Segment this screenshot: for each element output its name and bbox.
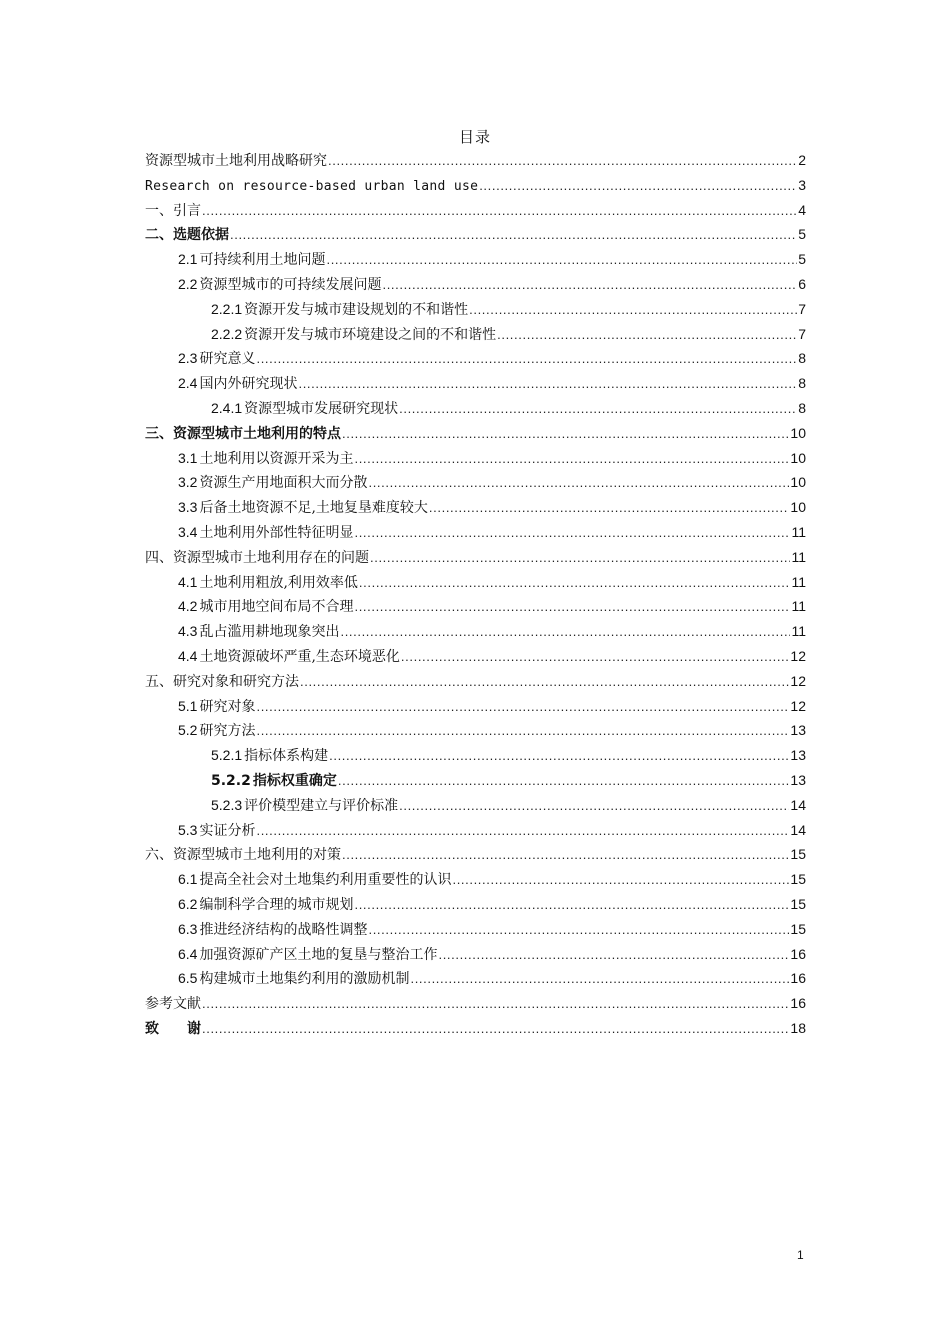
toc-leader-dots <box>382 273 797 298</box>
toc-leader-dots <box>354 447 789 472</box>
toc-entry-page: 15 <box>790 846 806 863</box>
toc-entry-number: 6.2 <box>178 895 198 912</box>
toc-entry-label: 三、资源型城市土地利用的特点 <box>145 425 341 442</box>
toc-entry-label: 资源型城市的可持续发展问题 <box>199 276 382 293</box>
toc-entry[interactable] <box>145 1016 806 1041</box>
toc-entry[interactable] <box>145 495 806 520</box>
toc-entry-page: 7 <box>798 325 806 342</box>
toc-entry-label: 乱占滥用耕地现象突出 <box>199 624 340 641</box>
toc-entry[interactable] <box>145 867 806 892</box>
toc-entry-label: 土地利用粗放,利用效率低 <box>199 574 358 591</box>
toc-entry-label: 土地资源破坏严重,生态环境恶化 <box>199 648 400 665</box>
toc-entry[interactable] <box>145 842 806 867</box>
toc-entry[interactable] <box>145 173 806 198</box>
toc-entry-page: 13 <box>790 747 806 764</box>
toc-entry-page: 11 <box>791 573 806 590</box>
toc-entry-page: 8 <box>798 350 806 367</box>
toc-entry[interactable] <box>145 222 806 247</box>
toc-entry[interactable] <box>145 396 806 421</box>
toc-entry-page: 10 <box>790 424 806 441</box>
toc-entry[interactable] <box>145 470 806 495</box>
toc-entry-number: 5.2 <box>178 722 198 739</box>
toc-entry-label: 土地利用外部性特征明显 <box>199 524 354 541</box>
toc-leader-dots <box>256 719 789 744</box>
toc-entry-label: 指标权重确定 <box>252 772 337 789</box>
toc-entry-number: 6.5 <box>178 970 198 987</box>
toc-leader-dots <box>354 595 790 620</box>
toc-entry-page: 8 <box>798 399 806 416</box>
toc-entry-number: 6.1 <box>178 871 198 888</box>
toc-entry[interactable] <box>145 594 806 619</box>
toc-entry-page: 4 <box>798 201 806 218</box>
toc-entry-label: 国内外研究现状 <box>199 376 298 393</box>
page-title: 目录 <box>458 128 491 146</box>
toc-leader-dots <box>256 695 789 720</box>
toc-entry-label: 评价模型建立与评价标准 <box>244 797 399 814</box>
toc-entry-label: 六、资源型城市土地利用的对策 <box>145 847 341 864</box>
toc-entry[interactable] <box>145 718 806 743</box>
toc-entry-page: 18 <box>790 1019 806 1036</box>
toc-leader-dots <box>202 199 797 224</box>
toc-entry-page: 11 <box>791 523 806 540</box>
toc-leader-dots <box>368 918 789 943</box>
toc-entry-label: 四、资源型城市土地利用存在的问题 <box>145 549 369 566</box>
toc-entry-number: 3.1 <box>178 449 198 466</box>
toc-entry-number: 2.2.2 <box>211 325 243 342</box>
toc-entry-label: 致 谢 <box>145 1020 201 1037</box>
toc-leader-dots <box>399 794 789 819</box>
table-of-contents <box>145 148 806 1041</box>
toc-entry[interactable] <box>145 743 806 768</box>
toc-entry-label: 可持续利用土地问题 <box>199 252 326 269</box>
toc-leader-dots <box>354 893 789 918</box>
toc-leader-dots <box>230 223 797 248</box>
toc-entry-page: 5 <box>798 226 806 243</box>
toc-entry[interactable] <box>145 371 806 396</box>
toc-entry[interactable] <box>145 694 806 719</box>
toc-entry[interactable] <box>145 793 806 818</box>
toc-leader-dots <box>342 843 789 868</box>
toc-entry-number: 2.2.1 <box>211 300 243 317</box>
toc-leader-dots <box>370 546 790 571</box>
toc-leader-dots <box>329 744 789 769</box>
toc-entry-page: 6 <box>798 275 806 292</box>
toc-leader-dots <box>438 943 789 968</box>
toc-leader-dots <box>338 769 790 794</box>
toc-entry-label: 构建城市土地集约利用的激励机制 <box>199 971 410 988</box>
toc-entry-label: 参考文献 <box>145 996 201 1013</box>
toc-leader-dots <box>354 521 790 546</box>
toc-entry-label: 五、研究对象和研究方法 <box>145 673 299 690</box>
toc-entry[interactable] <box>145 768 806 793</box>
toc-entry-number: 5.2.3 <box>211 796 243 813</box>
toc-entry-page: 13 <box>790 722 806 739</box>
toc-entry-label: 编制科学合理的城市规划 <box>199 896 354 913</box>
toc-entry-page: 14 <box>790 796 806 813</box>
toc-entry-page: 12 <box>790 697 806 714</box>
toc-entry[interactable] <box>145 421 806 446</box>
toc-leader-dots <box>401 645 790 670</box>
toc-entry-page: 15 <box>790 920 806 937</box>
toc-entry-label: 土地利用以资源开采为主 <box>199 450 354 467</box>
toc-entry-label: 二、选题依据 <box>145 227 229 244</box>
toc-entry-number: 2.4.1 <box>211 399 243 416</box>
toc-entry[interactable] <box>145 892 806 917</box>
toc-entry-page: 5 <box>798 251 806 268</box>
toc-entry-number: 5.3 <box>178 821 198 838</box>
toc-leader-dots <box>202 992 789 1017</box>
toc-entry[interactable] <box>145 322 806 347</box>
toc-entry[interactable] <box>145 545 806 570</box>
toc-entry-number: 2.4 <box>178 375 198 392</box>
toc-entry-page: 12 <box>790 647 806 664</box>
toc-entry[interactable] <box>145 669 806 694</box>
toc-entry-label: 资源型城市土地利用战略研究 <box>145 153 327 169</box>
toc-entry-label: 资源生产用地面积大而分散 <box>199 475 368 492</box>
toc-entry-label: 提高全社会对土地集约利用重要性的认识 <box>199 872 452 889</box>
toc-entry-page: 2 <box>798 152 806 168</box>
toc-entry-page: 11 <box>791 598 806 615</box>
toc-entry[interactable] <box>145 644 806 669</box>
toc-entry-label: 推进经济结构的战略性调整 <box>199 921 368 938</box>
toc-leader-dots <box>469 298 797 323</box>
toc-entry-page: 7 <box>798 300 806 317</box>
toc-entry-label: 指标体系构建 <box>244 748 329 765</box>
toc-entry-label: 研究方法 <box>199 723 256 740</box>
toc-entry[interactable] <box>145 966 806 991</box>
toc-entry-number: 6.3 <box>178 920 198 937</box>
toc-entry-number: 5.1 <box>178 697 198 714</box>
toc-entry-number: 4.4 <box>178 647 198 664</box>
toc-leader-dots <box>497 323 797 348</box>
toc-entry-page: 16 <box>790 945 806 962</box>
toc-leader-dots <box>256 347 797 372</box>
toc-entry-page: 16 <box>790 970 806 987</box>
toc-leader-dots <box>479 174 797 199</box>
toc-entry[interactable] <box>145 297 806 322</box>
toc-leader-dots <box>202 1017 789 1042</box>
toc-leader-dots <box>359 571 791 596</box>
toc-entry-page: 8 <box>798 375 806 392</box>
toc-leader-dots <box>410 967 789 992</box>
toc-entry-label: 研究对象 <box>199 698 256 715</box>
toc-entry-number: 3.4 <box>178 523 198 540</box>
toc-entry-label: 加强资源矿产区土地的复垦与整治工作 <box>199 946 438 963</box>
toc-leader-dots <box>326 248 797 273</box>
toc-entry[interactable] <box>145 818 806 843</box>
toc-leader-dots <box>340 620 790 645</box>
toc-entry-number: 2.1 <box>178 251 198 268</box>
toc-entry-label: 资源开发与城市环境建设之间的不和谐性 <box>244 326 497 343</box>
toc-entry-number: 5.2.1 <box>211 747 243 764</box>
toc-leader-dots <box>298 372 797 397</box>
toc-entry-number: 3.2 <box>178 474 198 491</box>
toc-entry-label: 后备土地资源不足,土地复垦难度较大 <box>199 500 428 517</box>
toc-leader-dots <box>399 397 797 422</box>
toc-entry[interactable] <box>145 272 806 297</box>
toc-entry-label: 城市用地空间布局不合理 <box>199 599 354 616</box>
toc-entry[interactable] <box>145 247 806 272</box>
toc-entry-page: 16 <box>790 995 806 1012</box>
toc-entry-number: 5.2.2 <box>211 772 251 789</box>
toc-entry-page: 10 <box>790 449 806 466</box>
toc-entry-label: 资源型城市发展研究现状 <box>244 400 399 417</box>
toc-entry-label: 实证分析 <box>199 822 256 839</box>
toc-entry[interactable] <box>145 446 806 471</box>
toc-entry-number: 3.3 <box>178 499 198 516</box>
toc-entry-page: 15 <box>790 871 806 888</box>
page-number: 1 <box>797 1248 804 1262</box>
toc-entry-page: 10 <box>790 499 806 516</box>
toc-entry-number: 2.3 <box>178 350 198 367</box>
toc-leader-dots <box>452 868 789 893</box>
toc-leader-dots <box>328 149 797 174</box>
toc-entry[interactable] <box>145 917 806 942</box>
toc-entry-label: 资源开发与城市建设规划的不和谐性 <box>244 301 469 318</box>
toc-entry-number: 6.4 <box>178 945 198 962</box>
toc-leader-dots <box>256 819 789 844</box>
toc-entry[interactable] <box>145 520 806 545</box>
toc-leader-dots <box>300 670 789 695</box>
toc-entry-page: 14 <box>790 821 806 838</box>
toc-entry[interactable] <box>145 619 806 644</box>
toc-entry-page: 15 <box>790 895 806 912</box>
toc-entry[interactable] <box>145 346 806 371</box>
toc-entry-label: 一、引言 <box>145 202 201 219</box>
toc-entry-page: 10 <box>790 474 806 491</box>
toc-entry-page: 11 <box>791 548 806 565</box>
toc-entry-page: 3 <box>798 176 806 193</box>
toc-entry-number: 4.1 <box>178 573 198 590</box>
toc-entry-page: 11 <box>791 623 806 640</box>
toc-entry[interactable] <box>145 991 806 1016</box>
toc-entry-number: 4.3 <box>178 623 198 640</box>
toc-leader-dots <box>342 422 789 447</box>
toc-leader-dots <box>368 471 789 496</box>
toc-entry-number: 2.2 <box>178 275 198 292</box>
toc-entry-number: 4.2 <box>178 598 198 615</box>
toc-entry[interactable] <box>145 198 806 223</box>
toc-entry[interactable] <box>145 148 806 173</box>
toc-entry-page: 13 <box>790 771 806 788</box>
toc-leader-dots <box>429 496 790 521</box>
toc-entry-label: 研究意义 <box>199 351 256 368</box>
toc-entry[interactable] <box>145 570 806 595</box>
toc-entry[interactable] <box>145 942 806 967</box>
toc-entry-page: 12 <box>790 672 806 689</box>
toc-entry-label: Research on resource-based urban land use <box>145 178 479 194</box>
